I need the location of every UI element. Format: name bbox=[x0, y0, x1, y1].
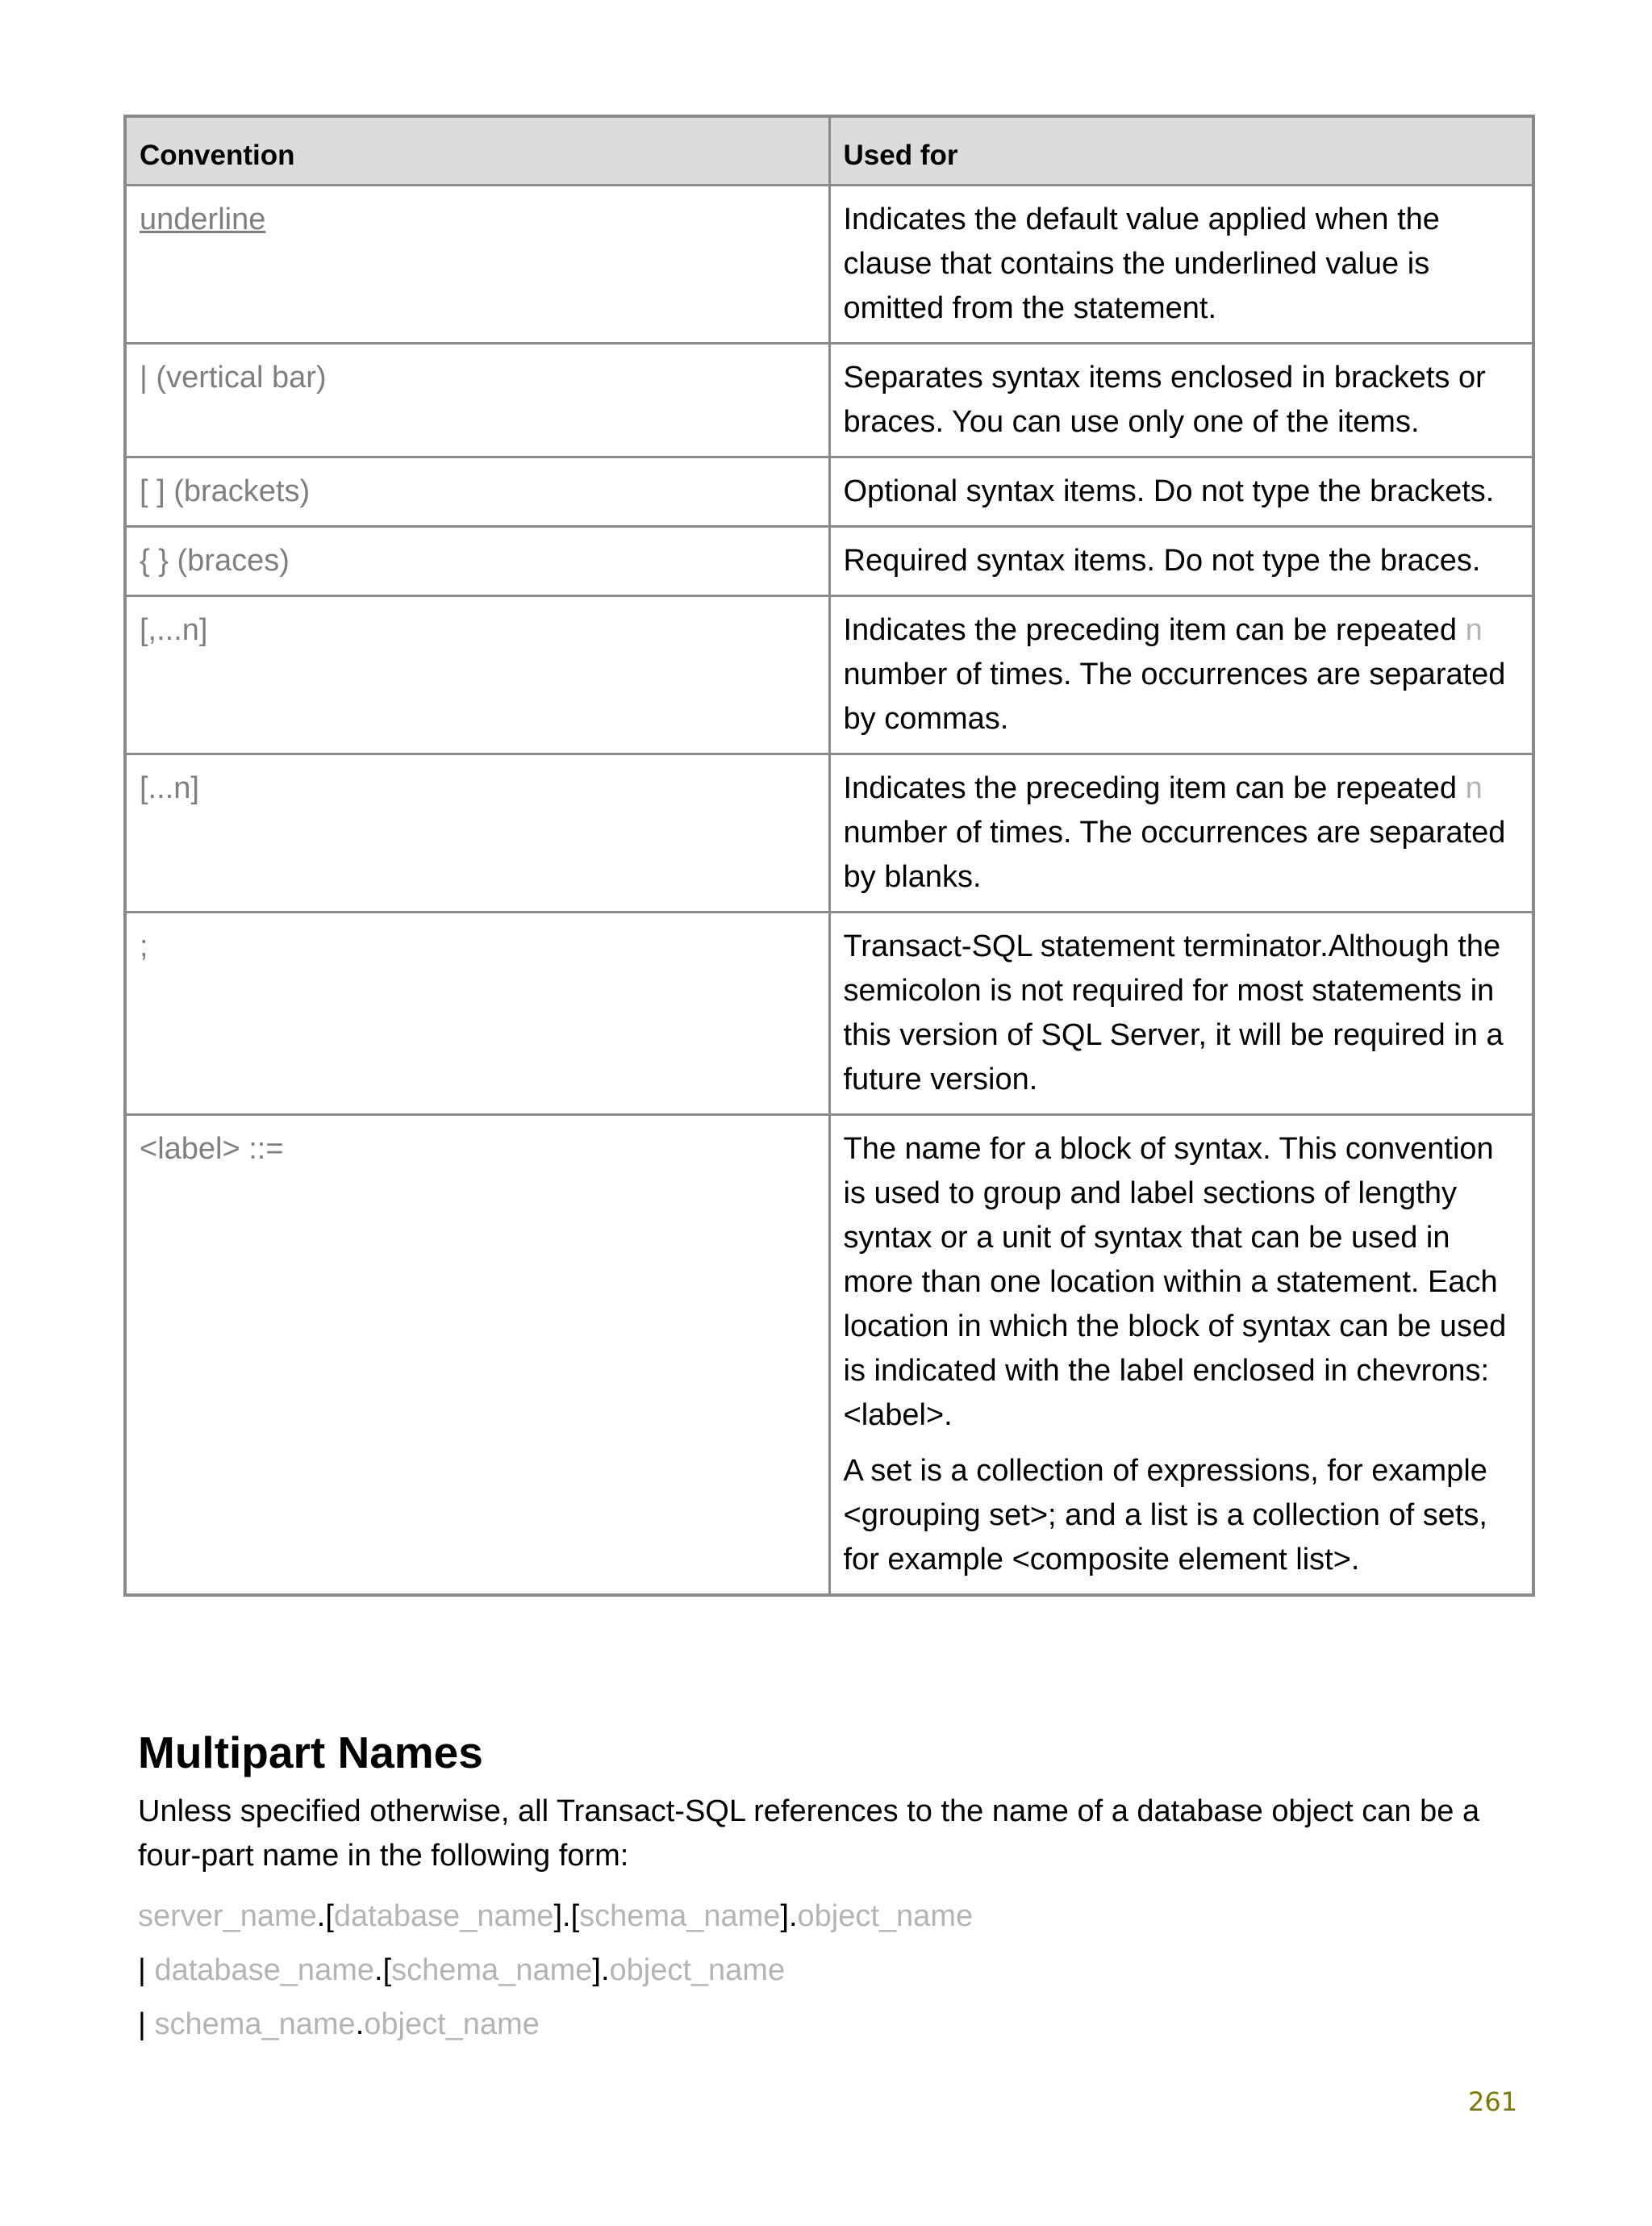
used-for-cell: Indicates the default value applied when the clause that contains the underlined value is omitted from the statement. bbox=[829, 186, 1533, 344]
convention-cell: [...n] bbox=[125, 754, 829, 913]
table-row bbox=[125, 457, 1533, 527]
convention-cell: underline bbox=[140, 203, 266, 236]
page-number: 261 bbox=[1468, 2086, 1518, 2117]
syntax-line-3: | schema_name.object_name bbox=[138, 2007, 540, 2041]
section-heading: Multipart Names bbox=[138, 1727, 483, 1777]
table-header-row bbox=[125, 116, 1533, 186]
syntax-line-1: server_name.[database_name].[schema_name].object_name bbox=[138, 1899, 974, 1933]
header-used-for: Used for bbox=[829, 116, 1533, 186]
used-for-cell: Required syntax items. Do not type the braces. bbox=[829, 527, 1533, 596]
conventions-table bbox=[123, 115, 1535, 1597]
convention-cell: { } (braces) bbox=[125, 527, 829, 596]
used-for-cell bbox=[829, 1115, 1533, 1596]
table-row bbox=[125, 527, 1533, 596]
used-for-cell: Transact-SQL statement terminator.Although the semicolon is not required for most statements in this version of SQL Server, it will be required in a future version. bbox=[829, 913, 1533, 1115]
used-for-cell: Indicates the preceding item can be repeated n number of times. The occurrences are separated by blanks. bbox=[829, 754, 1533, 913]
section-intro: Unless specified otherwise, all Transact-SQL references to the name of a database object can be a four-part name in the following form: bbox=[138, 1794, 1480, 1873]
used-for-paragraph: A set is a collection of expressions, for example <grouping set>; and a list is a collection of sets, for example <composite element list>. bbox=[843, 1454, 1487, 1577]
table-row bbox=[125, 596, 1533, 754]
table-row bbox=[125, 913, 1533, 1115]
syntax-line-2: | database_name.[schema_name].object_name bbox=[138, 1953, 786, 1987]
used-for-paragraph: The name for a block of syntax. This convention is used to group and label sections of lengthy syntax or a unit of syntax that can be used in more than one location within a statement. Each location in which the block of syntax can be used is indicated with the label enclosed in chevrons: <label>. bbox=[843, 1132, 1507, 1432]
convention-cell: ; bbox=[125, 913, 829, 1115]
convention-cell: [ ] (brackets) bbox=[125, 457, 829, 527]
header-convention: Convention bbox=[125, 116, 829, 186]
table-row bbox=[125, 754, 1533, 913]
used-for-cell: Optional syntax items. Do not type the brackets. bbox=[829, 457, 1533, 527]
table-row bbox=[125, 1115, 1533, 1596]
convention-cell: | (vertical bar) bbox=[125, 344, 829, 457]
convention-cell: <label> ::= bbox=[125, 1115, 829, 1596]
used-for-cell: Indicates the preceding item can be repeated n number of times. The occurrences are separated by commas. bbox=[829, 596, 1533, 754]
convention-cell: [,...n] bbox=[125, 596, 829, 754]
table-row bbox=[125, 344, 1533, 457]
used-for-cell: Separates syntax items enclosed in brackets or braces. You can use only one of the items. bbox=[829, 344, 1533, 457]
table-row bbox=[125, 186, 1533, 344]
